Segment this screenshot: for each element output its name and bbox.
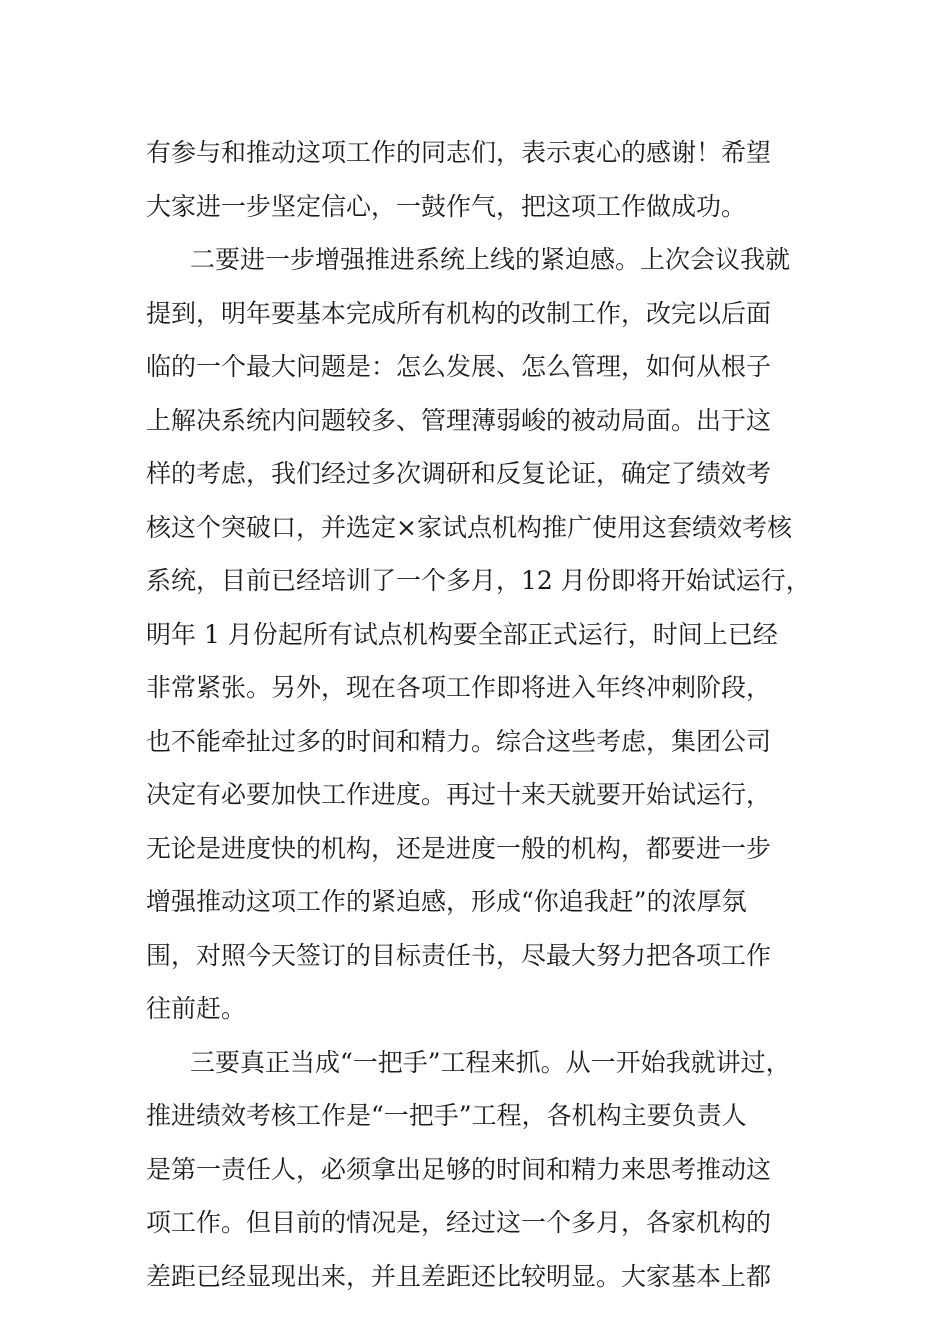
text-line: 无论是进度快的机构，还是进度一般的机构，都要进一步 [146, 833, 772, 863]
text-line: 上解决系统内问题较多、管理薄弱峻的被动局面。出于这 [146, 405, 772, 435]
text-line: 非常紧张。另外，现在各项工作即将进入年终冲刺阶段， [146, 673, 772, 702]
text-line: 临的一个最大问题是：怎么发展、怎么管理，如何从根子 [146, 352, 772, 381]
paragraph-start-line: 二要进一步增强推进系统上线的紧迫感。上次会议我就 [190, 245, 791, 274]
text-line: 系统，目前已经培训了一个多月，12 月份即将开始试运行， [146, 566, 811, 595]
text-line: 是第一责任人，必须拿出足够的时间和精力来思考推动这 [146, 1154, 772, 1184]
text-line: 项工作。但目前的情况是，经过这一个多月，各家机构的 [146, 1208, 772, 1237]
text-line: 样的考虑，我们经过多次调研和反复论证，确定了绩效考 [146, 459, 772, 488]
text-line: 差距已经显现出来，并且差距还比较明显。大家基本上都 [146, 1261, 772, 1291]
text-line: 明年 1 月份起所有试点机构要全部正式运行，时间上已经 [146, 619, 778, 649]
text-line: 提到，明年要基本完成所有机构的改制工作，改完以后面 [146, 298, 772, 328]
body-text [146, 126, 846, 1303]
paragraph-start-line: 三要真正当成“一把手”工程来抓。从一开始我就讲过， [190, 1047, 791, 1077]
text-line: 增强推动这项工作的紧迫感，形成“你追我赶”的浓厚氛 [146, 887, 747, 916]
text-line: 有参与和推动这项工作的同志们，表示衷心的感谢！希望 [146, 138, 772, 167]
text-line: 大家进一步坚定信心，一鼓作气，把这项工作做成功。 [146, 191, 747, 221]
text-line: 往前赶。 [146, 994, 247, 1023]
text-line: 决定有必要加快工作进度。再过十来天就要开始试运行， [146, 780, 772, 809]
text-line: 推进绩效考核工作是“一把手”工程，各机构主要负责人 [146, 1101, 747, 1130]
text-line: 核这个突破口，并选定×家试点机构推广使用这套绩效考核 [146, 512, 792, 542]
text-line: 围，对照今天签订的目标责任书，尽最大努力把各项工作 [146, 940, 772, 970]
text-line: 也不能牵扯过多的时间和精力。综合这些考虑，集团公司 [146, 726, 772, 756]
